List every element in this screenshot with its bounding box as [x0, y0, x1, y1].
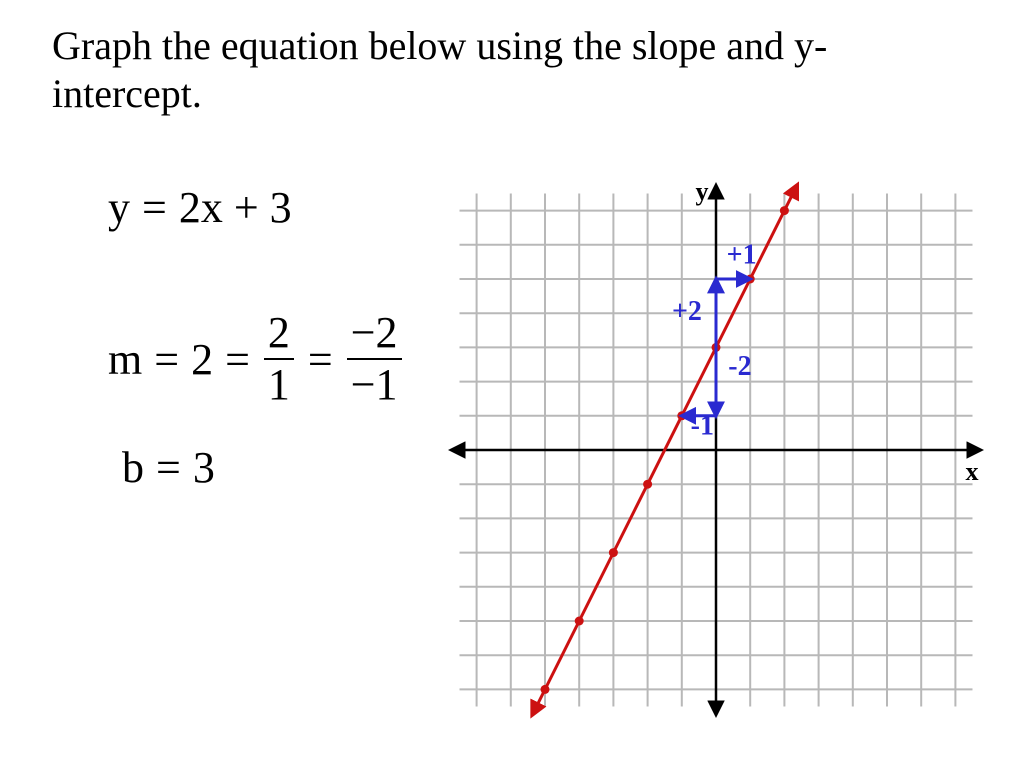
data-point — [643, 480, 652, 489]
slope-step-label: -1 — [690, 410, 714, 442]
data-point — [609, 548, 618, 557]
line-equation-rhs: 2x + 3 — [178, 183, 292, 232]
data-point — [575, 617, 584, 626]
fraction-numerator: 2 — [264, 310, 294, 360]
slope-value: 2 — [191, 334, 214, 384]
data-point — [780, 206, 789, 215]
fraction-denominator: 1 — [267, 360, 290, 409]
y-axis-label: y — [695, 177, 709, 206]
slope-step-label: +2 — [671, 296, 702, 328]
labels — [672, 177, 979, 486]
line-equation-lhs: y — [108, 183, 130, 232]
equals-sign: = — [156, 443, 181, 492]
data-point — [541, 685, 550, 694]
equals-sign: = — [225, 334, 250, 384]
equals-sign: = — [154, 334, 180, 384]
fraction-numerator: −2 — [347, 310, 402, 360]
slide-title: Graph the equation below using the slope and y-intercept. — [52, 23, 828, 116]
equals-sign: = — [142, 183, 167, 232]
slope-step-label: +1 — [726, 239, 757, 271]
slope-lhs: m — [108, 334, 143, 384]
equals-sign: = — [307, 334, 333, 384]
intercept-lhs: b — [122, 443, 144, 492]
axes — [452, 186, 981, 715]
fraction-denominator: −1 — [350, 360, 398, 409]
intercept-value: 3 — [192, 443, 215, 492]
x-axis-label: x — [965, 457, 979, 486]
slope-step-label: -2 — [728, 350, 752, 382]
